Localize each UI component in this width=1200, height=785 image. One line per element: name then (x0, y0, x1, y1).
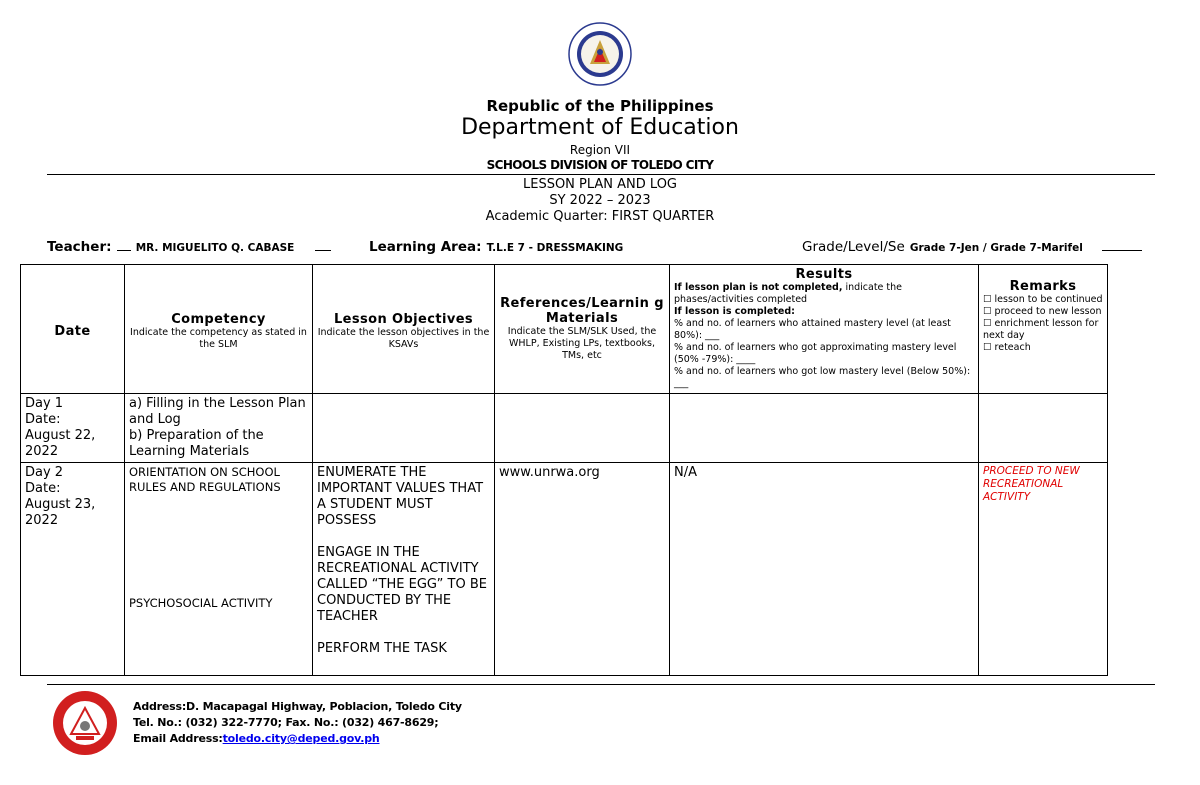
plan-title: LESSON PLAN AND LOG (522, 177, 678, 192)
day1-objectives-cell (313, 394, 495, 463)
day2-competency-cell (125, 463, 313, 676)
lesson-log-table (20, 264, 1108, 676)
footer-email-line (133, 732, 380, 745)
footer-divider (47, 684, 1155, 685)
table-row (21, 394, 1108, 463)
grade-field (802, 236, 1142, 255)
grade-label: Grade/Level/Se (802, 239, 905, 255)
region-heading: Region VII (569, 143, 631, 157)
remarks-option-proceed: ☐ proceed to new lesson (983, 306, 1102, 317)
day2-references-cell: www.unrwa.org (495, 463, 670, 676)
table-header-row (21, 265, 1108, 394)
learning-area-value: T.L.E 7 - DRESSMAKING (486, 242, 624, 254)
remarks-option-enrichment: ☐ enrichment lesson for next day (983, 318, 1099, 341)
learning-area-label: Learning Area: (369, 239, 482, 255)
competency-psychosocial: PSYCHOSOCIAL ACTIVITY (129, 596, 273, 610)
learning-area-field (369, 236, 623, 255)
remarks-option-reteach: ☐ reteach (983, 342, 1031, 353)
day1-results-cell (670, 394, 979, 463)
day2-results-cell: N/A (670, 463, 979, 676)
competency-header: Competency Indicate the competency as stated in the SLM (125, 265, 313, 394)
academic-quarter: Academic Quarter: FIRST QUARTER (485, 209, 715, 224)
remarks-header: Remarks ☐ lesson to be continued ☐ proceed to new lesson ☐ enrichment lesson for next day ☐ reteach (979, 265, 1108, 394)
teacher-value: MR. MIGUELITO Q. CABASE (135, 242, 295, 254)
deped-seal-logo (568, 22, 632, 86)
header-divider (47, 174, 1155, 175)
division-seal-logo (52, 690, 118, 756)
day2-remarks-cell: PROCEED TO NEW RECREATIONAL ACTIVITY (979, 463, 1108, 676)
footer-address: Address:D. Macapagal Highway, Poblacion, Toledo City (133, 700, 462, 713)
day1-date-cell: Day 1 Date: August 22, 2022 (21, 394, 125, 463)
republic-heading: Republic of the Philippines (486, 97, 714, 115)
footer-phone: Tel. No.: (032) 322-7770; Fax. No.: (032) 467-8629; (133, 716, 439, 729)
date-header: Date (21, 265, 125, 394)
teacher-field (47, 236, 331, 255)
day2-date-cell: Day 2 Date: August 23, 2022 (21, 463, 125, 676)
day1-references-cell (495, 394, 670, 463)
teacher-label: Teacher: (47, 239, 112, 255)
day2-objectives-cell: ENUMERATE THE IMPORTANT VALUES THAT A STUDENT MUST POSSESS ENGAGE IN THE RECREATIONAL ACTIVITY CALLED “THE EGG” TO BE CONDUCTED BY THE TEACHER PERFORM THE TASK (313, 463, 495, 676)
division-heading: SCHOOLS DIVISION OF TOLEDO CITY (486, 158, 714, 172)
results-header: Results If lesson plan is not completed, indicate the phases/activities completed If lesson is completed: % and no. of learners who attained mastery level (at least 80%): ___ % and no. of learners who got approximating mastery level (50% -79%): ____ % and no. of learners who got low mastery level (Below 50%): ___ (670, 265, 979, 394)
objectives-header: Lesson Objectives Indicate the lesson objectives in the KSAVs (313, 265, 495, 394)
remarks-option-continued: ☐ lesson to be continued (983, 294, 1103, 305)
day1-competency-cell: a) Filling in the Lesson Plan and Log b) Preparation of the Learning Materials (125, 394, 313, 463)
grade-value: Grade 7-Jen / Grade 7-Marifel (909, 242, 1083, 254)
footer-email-link[interactable]: toledo.city@deped.gov.ph (222, 732, 380, 745)
footer-email-label: Email Address: (133, 732, 223, 745)
department-heading: Department of Education (461, 115, 739, 140)
competency-orientation: ORIENTATION ON SCHOOL RULES AND REGULATIONS (129, 465, 281, 494)
day1-remarks-cell (979, 394, 1108, 463)
school-year: SY 2022 – 2023 (549, 193, 651, 208)
table-row (21, 463, 1108, 676)
references-header: References/Learnin g Materials Indicate the SLM/SLK Used, the WHLP, Existing LPs, textbooks, TMs, etc (495, 265, 670, 394)
